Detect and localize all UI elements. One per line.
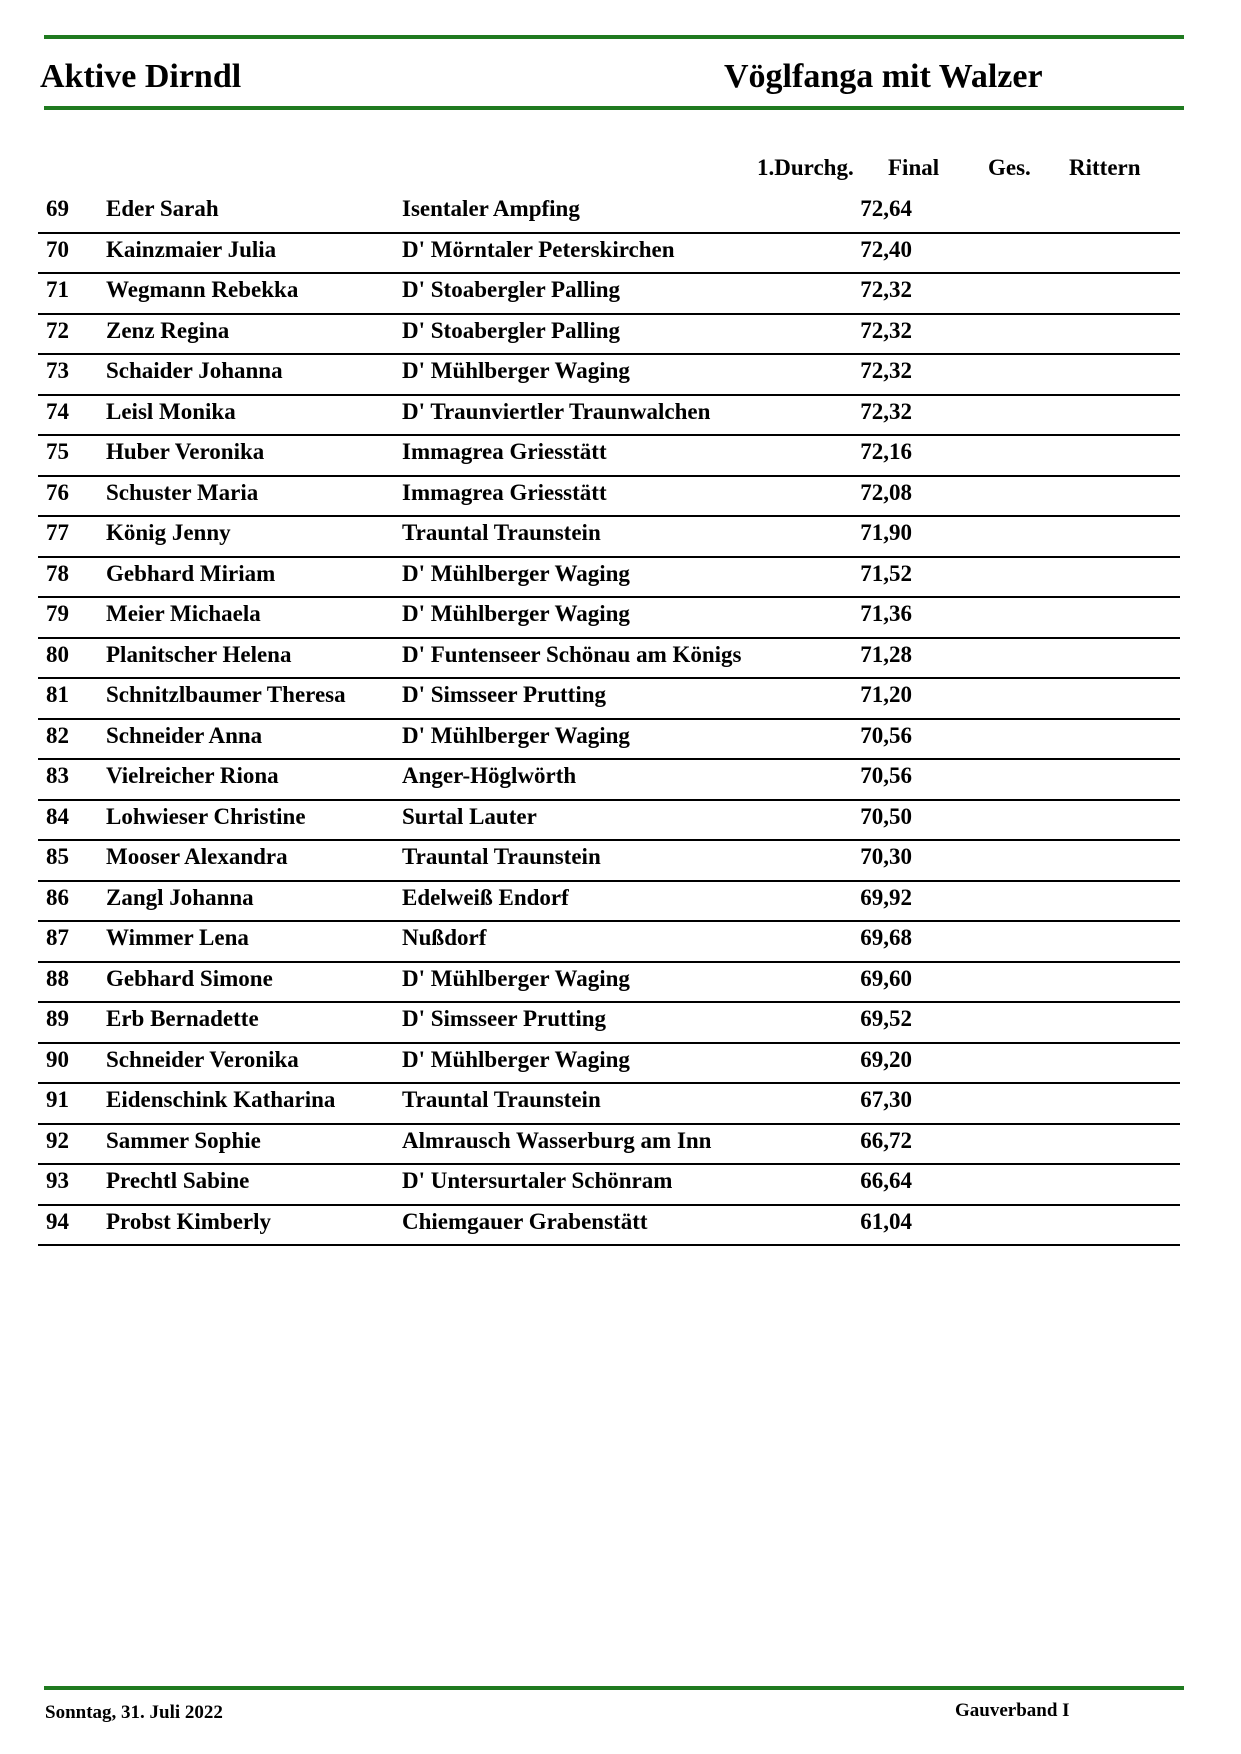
club-cell: Nußdorf (402, 925, 487, 950)
rank-cell: 89 (46, 1006, 69, 1031)
score-cell: 61,04 (860, 1208, 912, 1234)
rank-cell: 93 (46, 1168, 69, 1193)
name-cell: Sammer Sophie (106, 1127, 261, 1153)
rank-cell: 74 (46, 398, 69, 424)
score-cell: 69,52 (860, 1006, 912, 1031)
score-cell: 71,20 (860, 682, 912, 707)
rank-cell: 84 (46, 803, 69, 829)
rank-cell: 87 (46, 925, 69, 950)
header-bottom-rule (44, 106, 1184, 110)
table-row (38, 841, 1180, 882)
club-cell: D' Mörntaler Peterskirchen (402, 236, 675, 262)
name-cell: Huber Veronika (106, 439, 265, 464)
name-cell: Prechtl Sabine (106, 1168, 250, 1193)
score-cell: 71,90 (860, 520, 912, 545)
table-row (38, 922, 1180, 963)
club-cell: D' Funtenseer Schönau am Königs (402, 641, 742, 667)
table-row (38, 477, 1180, 518)
rank-cell: 72 (46, 317, 69, 343)
name-cell: Schnitzlbaumer Theresa (106, 682, 346, 707)
club-cell: D' Stoabergler Palling (402, 277, 621, 302)
table-row (38, 1003, 1180, 1044)
club-cell: D' Untersurtaler Schönram (402, 1168, 673, 1193)
dance-title: Vöglfanga mit Walzer (724, 58, 1043, 95)
category-title: Aktive Dirndl (40, 58, 242, 95)
score-cell: 69,68 (860, 925, 912, 950)
column-header-rittern: Rittern (1069, 155, 1141, 180)
club-cell: D' Mühlberger Waging (402, 358, 630, 383)
table-row (38, 193, 1180, 234)
club-cell: D' Mühlberger Waging (402, 1046, 630, 1072)
organizer: Gauverband I (955, 1700, 1070, 1721)
score-cell: 72,32 (860, 277, 912, 302)
table-row (38, 1084, 1180, 1125)
club-cell: D' Mühlberger Waging (402, 601, 630, 626)
column-header-total: Ges. (988, 155, 1031, 180)
rank-cell: 85 (46, 844, 69, 869)
table-row (38, 882, 1180, 923)
table-row (38, 355, 1180, 396)
score-cell: 70,56 (860, 763, 912, 788)
score-cell: 72,32 (860, 358, 912, 383)
table-row (38, 1044, 1180, 1085)
name-cell: Planitscher Helena (106, 641, 292, 667)
rank-cell: 91 (46, 1087, 69, 1112)
rank-cell: 73 (46, 358, 69, 383)
score-cell: 66,72 (860, 1127, 912, 1153)
name-cell: Gebhard Simone (106, 965, 273, 991)
table-row (38, 1206, 1180, 1247)
club-cell: D' Simsseer Prutting (402, 1006, 607, 1031)
rank-cell: 77 (46, 520, 69, 545)
name-cell: Kainzmaier Julia (106, 236, 277, 262)
score-cell: 70,30 (860, 844, 912, 869)
column-header-final: Final (888, 155, 940, 180)
score-cell: 72,16 (860, 439, 912, 464)
name-cell: Zenz Regina (106, 317, 230, 343)
score-cell: 71,36 (860, 601, 912, 626)
rank-cell: 71 (46, 277, 69, 302)
table-row (38, 598, 1180, 639)
club-cell: Immagrea Griesstätt (402, 479, 607, 505)
table-row (38, 436, 1180, 477)
name-cell: Schuster Maria (106, 479, 259, 505)
score-cell: 69,92 (860, 884, 912, 910)
club-cell: Surtal Lauter (402, 803, 537, 829)
name-cell: Schaider Johanna (106, 358, 283, 383)
rank-cell: 75 (46, 439, 69, 464)
club-cell: Immagrea Griesstätt (402, 439, 607, 464)
table-row (38, 1125, 1180, 1166)
table-row (38, 760, 1180, 801)
name-cell: Erb Bernadette (106, 1006, 259, 1031)
club-cell: D' Mühlberger Waging (402, 722, 630, 748)
column-header-round1: 1.Durchg. (757, 155, 854, 180)
club-cell: Trauntal Traunstein (402, 844, 601, 869)
rank-cell: 86 (46, 884, 69, 910)
rank-cell: 88 (46, 965, 69, 991)
rank-cell: 70 (46, 236, 69, 262)
name-cell: Probst Kimberly (106, 1208, 272, 1234)
name-cell: König Jenny (106, 520, 231, 545)
score-cell: 72,08 (860, 479, 912, 505)
name-cell: Wimmer Lena (106, 925, 249, 950)
club-cell: Isentaler Ampfing (402, 196, 580, 221)
table-row (38, 558, 1180, 599)
score-cell: 67,30 (860, 1087, 912, 1112)
rank-cell: 76 (46, 479, 69, 505)
rank-cell: 79 (46, 601, 69, 626)
club-cell: Almrausch Wasserburg am Inn (402, 1127, 712, 1153)
name-cell: Schneider Veronika (106, 1046, 299, 1072)
table-row (38, 396, 1180, 437)
rank-cell: 92 (46, 1127, 69, 1153)
header-top-rule (44, 35, 1184, 39)
rank-cell: 78 (46, 560, 69, 586)
club-cell: D' Stoabergler Palling (402, 317, 621, 343)
table-row (38, 517, 1180, 558)
table-row (38, 315, 1180, 356)
name-cell: Meier Michaela (106, 601, 261, 626)
name-cell: Lohwieser Christine (106, 803, 306, 829)
club-cell: Anger-Höglwörth (402, 763, 577, 788)
name-cell: Gebhard Miriam (106, 560, 276, 586)
table-row (38, 963, 1180, 1004)
club-cell: Trauntal Traunstein (402, 1087, 601, 1112)
rank-cell: 81 (46, 682, 69, 707)
rank-cell: 83 (46, 763, 69, 788)
score-cell: 72,40 (860, 236, 912, 262)
name-cell: Vielreicher Riona (106, 763, 279, 788)
score-cell: 71,52 (860, 560, 912, 586)
rank-cell: 90 (46, 1046, 69, 1072)
score-cell: 69,20 (860, 1046, 912, 1072)
table-row (38, 639, 1180, 680)
score-cell: 72,64 (860, 196, 912, 221)
table-row (38, 1165, 1180, 1206)
rank-cell: 82 (46, 722, 69, 748)
club-cell: Chiemgauer Grabenstätt (402, 1208, 648, 1234)
name-cell: Wegmann Rebekka (106, 277, 299, 302)
name-cell: Mooser Alexandra (106, 844, 288, 869)
table-row (38, 801, 1180, 842)
table-row (38, 720, 1180, 761)
rank-cell: 94 (46, 1208, 69, 1234)
name-cell: Eder Sarah (106, 196, 219, 221)
score-cell: 70,50 (860, 803, 912, 829)
name-cell: Zangl Johanna (106, 884, 254, 910)
name-cell: Schneider Anna (106, 722, 263, 748)
score-cell: 66,64 (860, 1168, 912, 1193)
score-cell: 72,32 (860, 317, 912, 343)
rank-cell: 80 (46, 641, 69, 667)
name-cell: Leisl Monika (106, 398, 236, 424)
score-cell: 70,56 (860, 722, 912, 748)
club-cell: D' Traunviertler Traunwalchen (402, 398, 711, 424)
club-cell: D' Simsseer Prutting (402, 682, 607, 707)
score-cell: 69,60 (860, 965, 912, 991)
event-date: Sonntag, 31. Juli 2022 (45, 1702, 223, 1723)
table-row (38, 679, 1180, 720)
rank-cell: 69 (46, 196, 69, 221)
club-cell: Edelweiß Endorf (402, 884, 569, 910)
club-cell: D' Mühlberger Waging (402, 560, 630, 586)
score-cell: 71,28 (860, 641, 912, 667)
name-cell: Eidenschink Katharina (106, 1087, 336, 1112)
table-row (38, 274, 1180, 315)
results-table (38, 193, 1180, 1246)
footer-rule (44, 1686, 1184, 1690)
score-cell: 72,32 (860, 398, 912, 424)
table-row (38, 234, 1180, 275)
club-cell: Trauntal Traunstein (402, 520, 601, 545)
club-cell: D' Mühlberger Waging (402, 965, 630, 991)
